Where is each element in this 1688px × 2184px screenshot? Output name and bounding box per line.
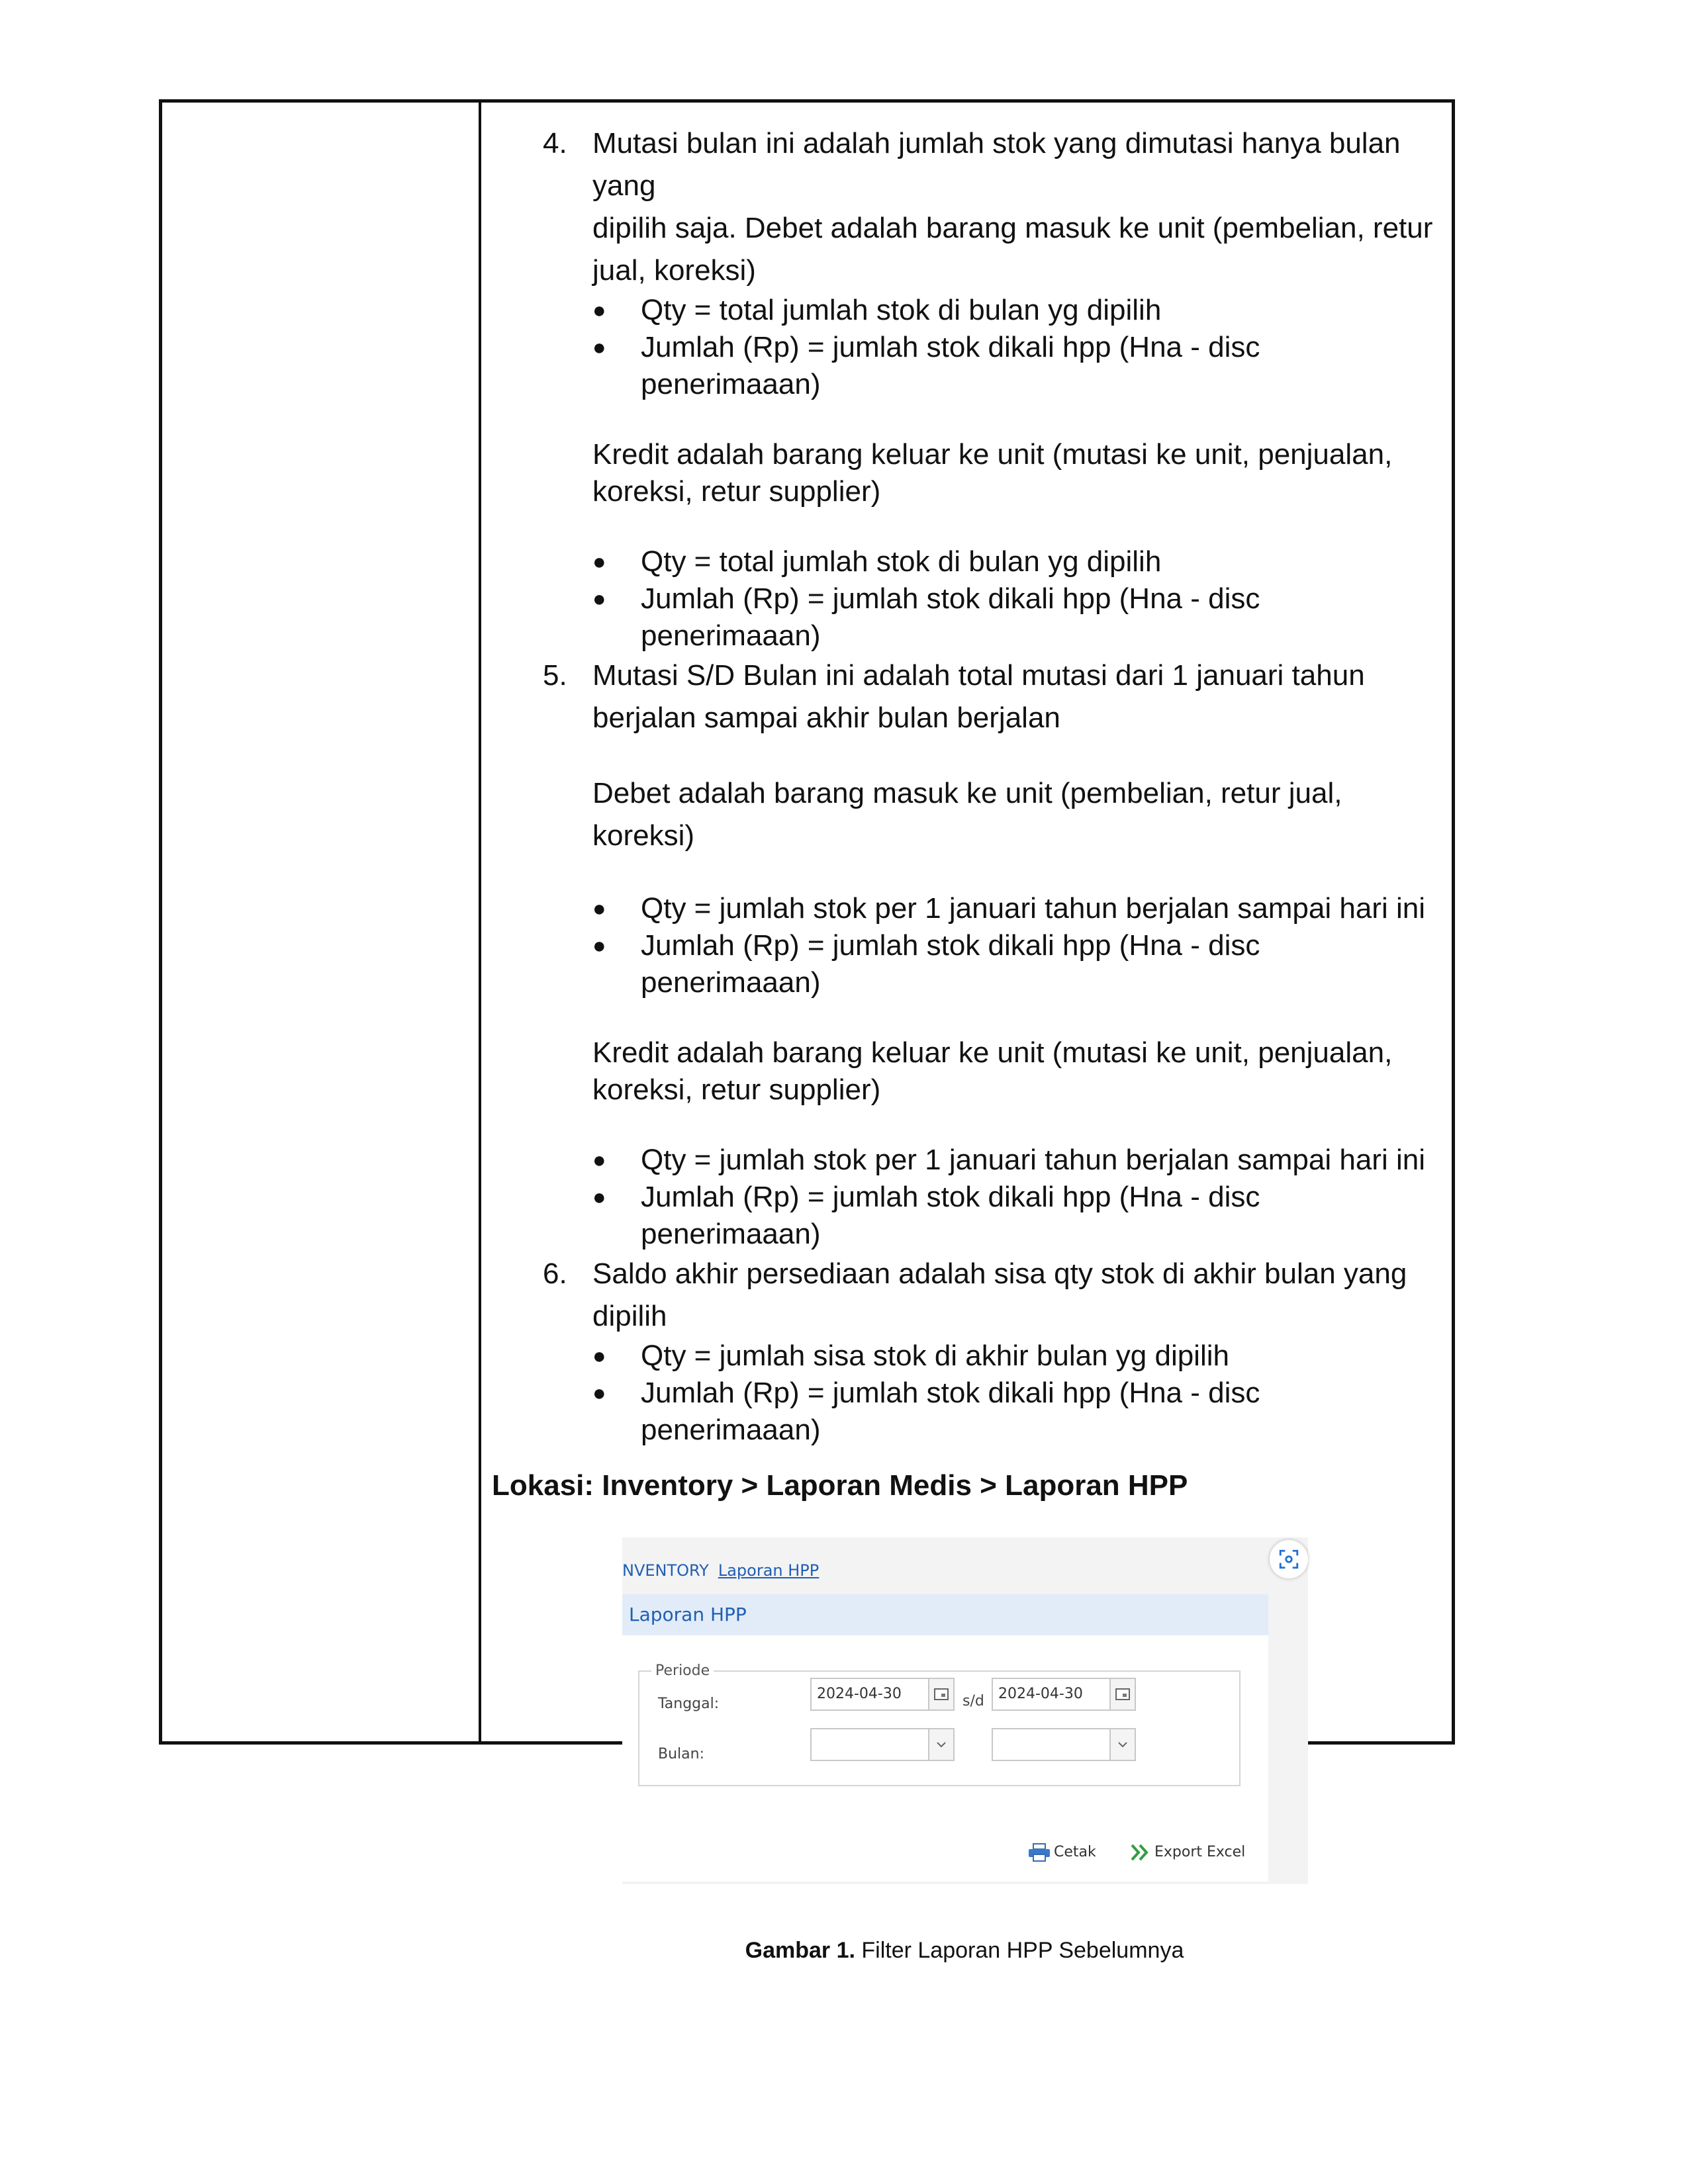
bullet-icon: ● <box>592 549 606 574</box>
location-path: Lokasi: Inventory > Laporan Medis > Laporan HPP <box>492 1469 1188 1502</box>
chevron-down-icon[interactable] <box>928 1729 953 1760</box>
paragraph-line: dipilih saja. Debet adalah barang masuk ke unit (pembelian, retur <box>592 212 1433 244</box>
paragraph-line: dipilih <box>592 1300 667 1332</box>
bullet-icon: ● <box>592 1185 606 1210</box>
date-from-value: 2024-04-30 <box>817 1686 902 1702</box>
bullet-item: ● Jumlah (Rp) = jumlah stok dikali hpp (Hna - disc penerimaaan) <box>592 927 1434 1001</box>
cetak-button[interactable] <box>1027 1831 1096 1874</box>
paragraph-line: Kredit adalah barang keluar ke unit (mutasi ke unit, penjualan, <box>592 438 1393 471</box>
list-item-6 <box>494 1253 1434 1449</box>
paragraph-line: Saldo akhir persediaan adalah sisa qty stok di akhir bulan yang <box>592 1257 1407 1290</box>
bullet-item: ● Qty = total jumlah stok di bulan yg dipilih <box>592 292 1434 329</box>
paragraph-line: Mutasi S/D Bulan ini adalah total mutasi dari 1 januari tahun <box>592 659 1365 692</box>
calendar-icon[interactable] <box>928 1679 953 1709</box>
list-item-4 <box>494 122 1434 655</box>
bullet-icon: ● <box>592 298 606 323</box>
date-to-field[interactable] <box>992 1678 1136 1711</box>
tanggal-label: Tanggal: <box>658 1696 720 1712</box>
figure-caption <box>494 1929 1434 1972</box>
date-from-field[interactable] <box>810 1678 955 1711</box>
paragraph-line: koreksi, retur supplier) <box>592 1073 881 1106</box>
bullet-item: ● Qty = jumlah stok per 1 januari tahun berjalan sampai hari ini <box>592 1142 1434 1179</box>
bullet-icon: ● <box>592 1148 606 1173</box>
list-number: 4. <box>543 127 567 159</box>
bullet-list <box>592 1142 1434 1253</box>
sd-label: s/d <box>962 1693 984 1709</box>
paragraph-line: berjalan sampai akhir bulan berjalan <box>592 702 1060 734</box>
bullet-icon: ● <box>592 1381 606 1406</box>
column-divider <box>479 103 481 1741</box>
paragraph-line: koreksi, retur supplier) <box>592 475 881 508</box>
caption-text: Filter Laporan HPP Sebelumnya <box>855 1938 1184 1963</box>
bullet-item: ● Qty = jumlah sisa stok di akhir bulan yg dipilih <box>592 1338 1434 1375</box>
bullet-list <box>592 890 1434 1001</box>
printer-icon <box>1027 1843 1051 1862</box>
panel-title: Laporan HPP <box>622 1594 1268 1635</box>
breadcrumb-link-laporan-hpp[interactable]: Laporan HPP <box>718 1561 820 1580</box>
bullet-icon: ● <box>592 933 606 958</box>
list-number: 6. <box>543 1257 567 1290</box>
breadcrumb-root: NVENTORY <box>622 1561 709 1580</box>
export-excel-label: Export Excel <box>1154 1844 1246 1860</box>
paragraph-line: Debet adalah barang masuk ke unit (pembelian, retur jual, koreksi) <box>592 777 1342 852</box>
bullet-list <box>592 1338 1434 1449</box>
export-excel-button[interactable] <box>1129 1831 1245 1874</box>
breadcrumb <box>622 1549 819 1592</box>
content-cell <box>494 122 1434 1972</box>
bulan-label: Bulan: <box>658 1746 704 1762</box>
document-table <box>159 99 1455 1963</box>
bullet-icon: ● <box>592 335 606 360</box>
bullet-item: ● Jumlah (Rp) = jumlah stok dikali hpp (Hna - disc penerimaaan) <box>592 1179 1434 1253</box>
bullet-icon: ● <box>592 586 606 612</box>
periode-fieldset <box>638 1650 1241 1786</box>
bullet-icon: ● <box>592 1343 606 1369</box>
list-number: 5. <box>543 659 567 692</box>
date-to-value: 2024-04-30 <box>998 1686 1083 1702</box>
bullet-item: ● Qty = total jumlah stok di bulan yg dipilih <box>592 543 1434 580</box>
calendar-icon[interactable] <box>1109 1679 1135 1709</box>
paragraph-line: Mutasi bulan ini adalah jumlah stok yang dimutasi hanya bulan yang <box>592 127 1401 202</box>
bulan-from-select[interactable] <box>810 1728 955 1761</box>
bulan-to-select[interactable] <box>992 1728 1136 1761</box>
bullet-icon: ● <box>592 896 606 921</box>
list-item-5 <box>494 655 1434 1253</box>
paragraph-line: Kredit adalah barang keluar ke unit (mutasi ke unit, penjualan, <box>592 1036 1393 1069</box>
bullet-item: ● Jumlah (Rp) = jumlah stok dikali hpp (Hna - disc penerimaaan) <box>592 329 1434 403</box>
chevron-down-icon[interactable] <box>1109 1729 1135 1760</box>
bullet-list <box>592 543 1434 655</box>
caption-label: Gambar 1. <box>745 1938 855 1963</box>
bullet-item: ● Jumlah (Rp) = jumlah stok dikali hpp (Hna - disc penerimaaan) <box>592 1375 1434 1449</box>
bullet-list <box>592 292 1434 403</box>
laporan-hpp-screenshot <box>622 1537 1308 1884</box>
paragraph-line: jual, koreksi) <box>592 254 756 287</box>
bullet-item: ● Qty = jumlah stok per 1 januari tahun berjalan sampai hari ini <box>592 890 1434 927</box>
cetak-label: Cetak <box>1054 1844 1096 1860</box>
panel-body <box>622 1635 1268 1882</box>
fieldset-legend: Periode <box>655 1662 710 1679</box>
scan-icon <box>1278 1548 1300 1570</box>
screenshot-scan-button[interactable] <box>1270 1540 1308 1578</box>
bullet-item: ● Jumlah (Rp) = jumlah stok dikali hpp (Hna - disc penerimaaan) <box>592 580 1434 655</box>
excel-icon <box>1129 1843 1152 1862</box>
